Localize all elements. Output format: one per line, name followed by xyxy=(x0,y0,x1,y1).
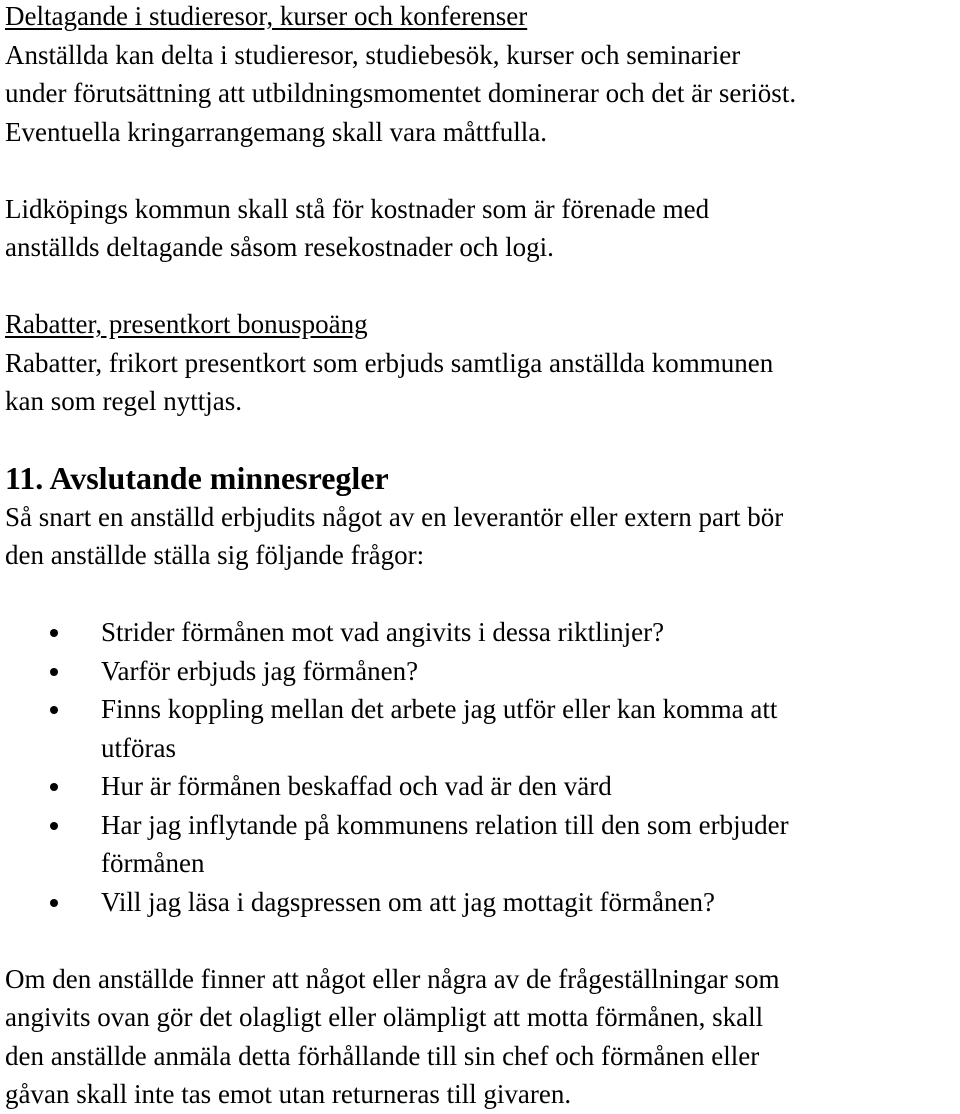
list-item-text: Vill jag läsa i dagspressen om att jag mottagit förmånen? xyxy=(101,886,715,917)
list-item-text: Strider förmånen mot vad angivits i dessa riktlinjer? xyxy=(101,617,665,647)
paragraph-line: Rabatter, frikort presentkort som erbjuds samtliga anställda kommunen xyxy=(5,347,774,378)
list-item-text: Har jag inflytande på kommunens relation till den som erbjuder xyxy=(101,809,789,840)
paragraph-line: angivits ovan gör det olagligt eller olämpligt att motta förmånen, skall xyxy=(5,1002,764,1032)
list-item-text: utföras xyxy=(101,732,176,763)
question-list xyxy=(5,613,955,921)
paragraph-line: Lidköpings kommun skall stå för kostnader som är förenade med xyxy=(5,193,710,224)
spacer xyxy=(5,421,955,460)
list-item-text: Varför erbjuds jag förmånen? xyxy=(101,655,419,686)
section-title-discounts: Rabatter, presentkort bonuspoäng xyxy=(5,309,368,339)
bullet-icon xyxy=(50,706,58,714)
spacer xyxy=(5,151,955,190)
spacer xyxy=(5,575,955,614)
list-item xyxy=(5,652,955,691)
paragraph-line: Om den anställde finner att något eller några av de frågeställningar som xyxy=(5,963,780,994)
list-item xyxy=(5,767,955,806)
bullet-icon xyxy=(50,668,58,676)
paragraph-line: under förutsättning att utbildningsmomentet dominerar och det är seriöst. xyxy=(5,78,797,108)
paragraph-line: kan som regel nyttjas. xyxy=(5,386,242,416)
paragraph-line: gåvan skall inte tas emot utan returneras till givaren. xyxy=(5,1079,572,1109)
paragraph-line: den anställde ställa sig följande frågor: xyxy=(5,540,425,570)
paragraph-line: den anställde anmäla detta förhållande till sin chef och förmånen eller xyxy=(5,1040,760,1071)
document-page xyxy=(5,0,955,1114)
section-heading-rules: 11. Avslutande minnesregler xyxy=(5,460,389,496)
section-title-travel: Deltagande i studieresor, kurser och konferenser xyxy=(5,1,528,31)
paragraph-line: Så snart en anställd erbjudits något av en leverantör eller extern part bör xyxy=(5,501,784,532)
list-item xyxy=(5,883,955,922)
bullet-icon xyxy=(50,822,58,830)
bullet-icon xyxy=(50,783,58,791)
bullet-icon xyxy=(50,899,58,907)
spacer xyxy=(5,267,955,306)
list-item xyxy=(5,690,955,767)
paragraph-line: Eventuella kringarrangemang skall vara måttfulla. xyxy=(5,116,548,147)
paragraph-line: Anställda kan delta i studieresor, studiebesök, kurser och seminarier xyxy=(5,39,741,70)
bullet-icon xyxy=(50,629,58,637)
list-item-text: Hur är förmånen beskaffad och vad är den värd xyxy=(101,771,612,801)
paragraph-line: anställds deltagande såsom resekostnader och logi. xyxy=(5,232,554,262)
list-item-text: förmånen xyxy=(101,848,205,878)
list-item xyxy=(5,613,955,652)
spacer xyxy=(5,921,955,960)
list-item xyxy=(5,806,955,883)
list-item-text: Finns koppling mellan det arbete jag utför eller kan komma att xyxy=(101,694,778,724)
